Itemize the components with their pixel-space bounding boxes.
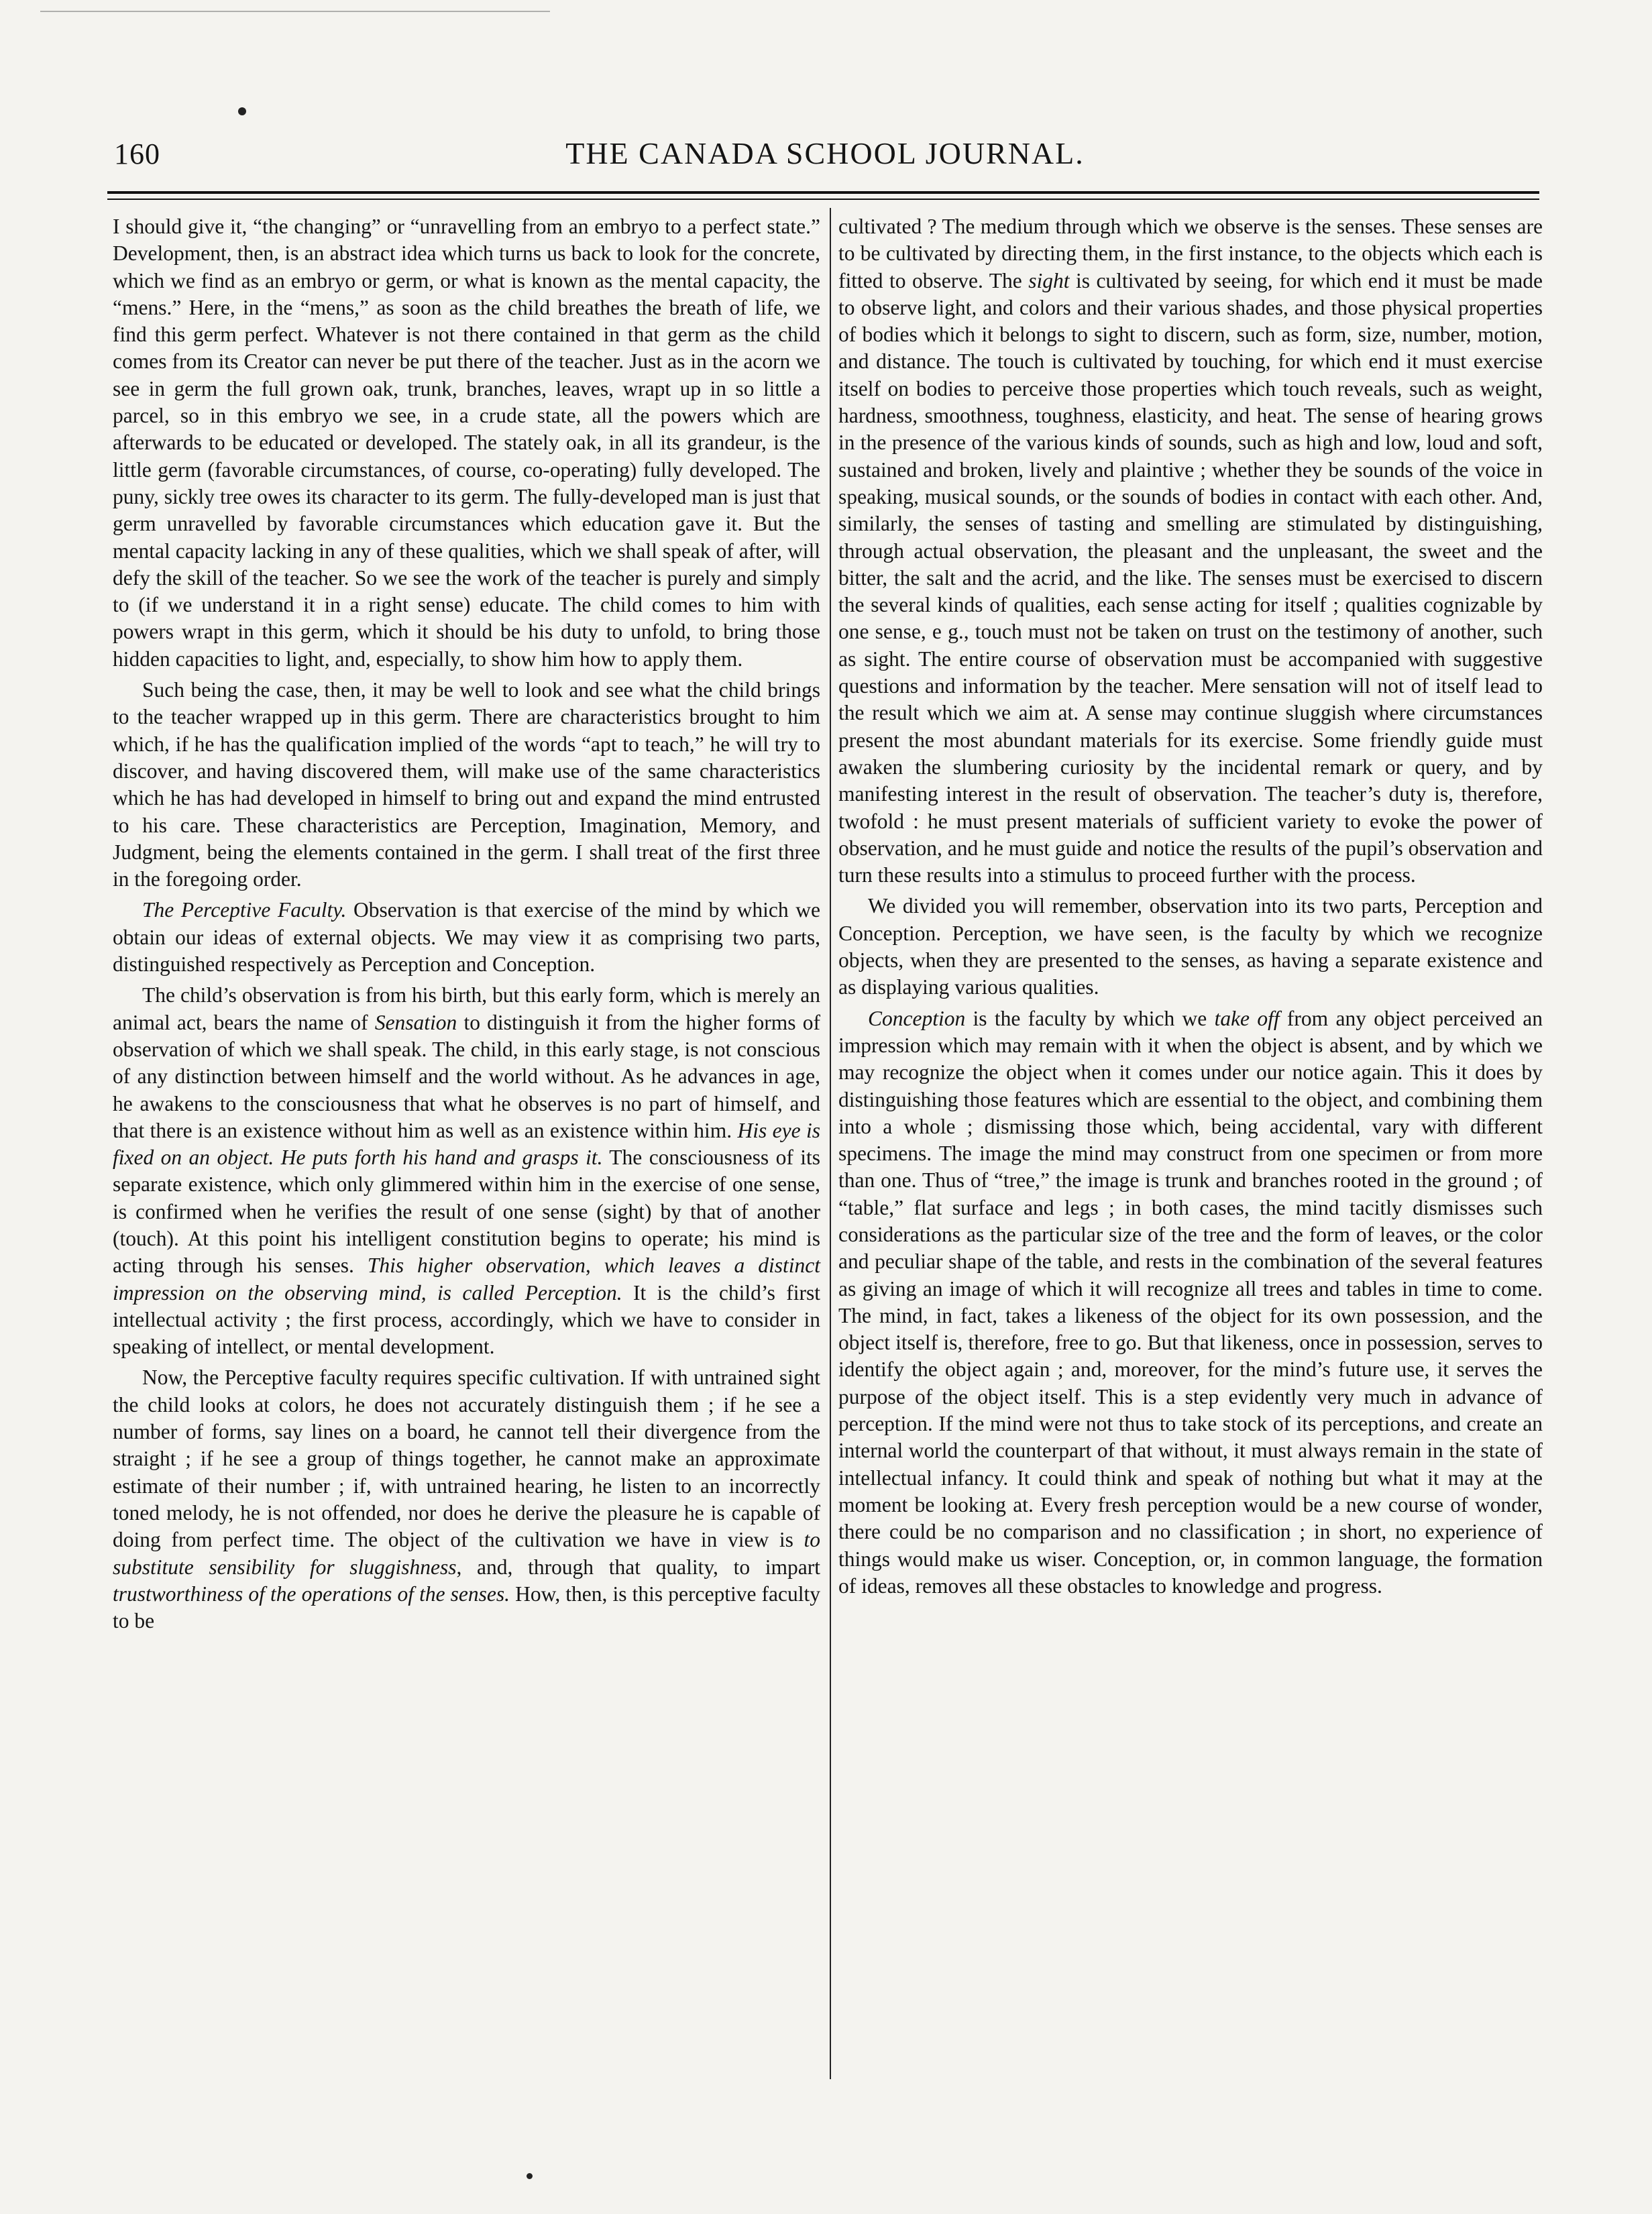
header-rule-thin [107,199,1539,200]
paragraph-text: The child’s observation is from his birth, but this early form, which is merely an animal act, bears the name of [113,983,820,1034]
paragraph-text: It is the child’s first intellectual activity ; the first process, accordingly, which we have to consider in speaking of intellect, or mental development. [113,1280,820,1359]
paragraph-text: Observation is that exercise of the mind by which we obtain our ideas of external objects. We may view it as comprising two parts, distinguished respectively as Perception and Conception. [113,898,820,977]
paragraph [838,1005,1543,1600]
journal-title: THE CANADA SCHOOL JOURNAL. [565,136,1085,170]
paragraph-text: is cultivated by seeing, for which end it must be made to observe light, and colors and their various shades, and those physical properties of bodies which it belongs to sight to discern, such as form, size, number, motion, and distance. The touch is cultivated by touching, for which end it must exercise itself on bodies to perceive those properties which touch reveals, such as weight, hardness, smoothness, toughness, elasticity, and heat. The sense of hearing grows in the presence of the various kinds of sounds, such as high and low, loud and soft, sustained and broken, lively and plaintive ; whether they be sounds of the voice in speaking, musical sounds, or the sounds of bodies in contact with each other. And, similarly, the senses of tasting and smelling are stimulated by distinguishing, through actual observation, the pleasant and the unpleasant, the sweet and the bitter, the salt and the acrid, and the like. The senses must be exercised to discern the several kinds of qualities, each sense acting for itself ; qualities cognizable by one sense, e g., touch must not be taken on trust on the testimony of another, such as sight. The entire course of observation must be accompanied with suggestive questions and information by the teacher. Mere sensation will not of itself lead to the result which we aim at. A sense may continue sluggish where circumstances present the most abundant materials for its exercise. Some friendly guide must awaken the slumbering curiosity by the incidental remark or query, and by manifesting interest in the result of observation. The teacher’s duty is, therefore, twofold : he must present materials of sufficient variety to evoke the power of observation, and he must guide and notice the results of the pupil’s observation and turn these results into a stimulus to proceed further with the process. [838,268,1543,887]
paragraph [113,897,820,978]
section-heading: The Perceptive Faculty. [142,898,347,922]
paragraph: Such being the case, then, it may be well to look and see what the child brings to the teacher wrapped up in this germ. There are characteristics brought to him which, if he has the qualification implied of the words “apt to teach,” he will try to discover, and having discovered them, will make use of the same characteristics which he has had developed in himself to bring out and expand the mind entrusted to his care. These characteristics are Perception, Imagination, Memory, and Judgment, being the elements contained in the germ. I shall treat of the first three in the foregoing order. [113,678,820,891]
paragraph: We divided you will remember, observation into its two parts, Perception and Conception. Perception, we have seen, is the faculty by which we recognize objects, when they are presented to the senses, as having a separate existence and as displaying various qualities. [838,894,1543,999]
italic-term: take off [1214,1006,1280,1030]
italic-text: to substitute sensibility for sluggishness [113,1528,820,1579]
italic-text: trustworthiness of the operations of the senses. [113,1582,510,1606]
right-column [838,213,1543,1604]
paragraph-text: How, then, is this perceptive faculty to be [113,1582,820,1633]
left-column [113,213,820,1639]
paragraph [113,982,820,1360]
paragraph-text: Now, the Perceptive faculty requires specific cultivation. If with untrained sight the child looks at colors, he does not accurately distinguish them ; if he see a number of forms, say lines on a board, he cannot tell their divergence from the straight ; if he see a group of things together, he cannot make an approximate estimate of their number ; if, with untrained hearing, he listen to an incorrectly toned melody, he is not offended, nor does he derive the pleasure he is capable of doing from perfect time. The object of the cultivation we have in view is [113,1366,820,1552]
italic-term: Conception [868,1006,966,1030]
italic-term: Sensation [374,1010,457,1034]
ink-speck [527,2173,533,2179]
paragraph-text: from any object perceived an impression which may remain with it when the object is absent, and by which we may recognize the object when it comes under our notice again. This it does by distinguishing those features which are essential to the object, and combining them into a whole ; dismissing those which, being accidental, vary with different specimens. The image the mind may construct from one specimen or from more than one. Thus of “tree,” the image is trunk and branches rooted in the ground ; of “table,” flat surface and legs ; in both cases, the mind tacitly dismisses such considerations as the particular size of the tree and the form of leaves, or the color and peculiar shape of the table, and rests in the combination of the several features as giving an image of which it will recognize all trees and tables in time to come. The mind, in fact, takes a likeness of the object for its own possession, and the object itself is, therefore, free to go. But that likeness, once in possession, serves to identify the object again ; and, moreover, for the mind’s future use, it serves the purpose of the object itself. This is a step evidently very much in advance of perception. If the mind were not thus to take stock of its perceptions, and create an internal world the counterpart of that without, it must always remain in the state of intellectual infancy. It could think and speak of nothing but what it may at the moment be looking at. Every fresh perception would be a new course of wonder, there could be no comparison and no classification ; in short, no experience of things would make us wiser. Conception, or, in common language, the formation of ideas, removes all these obstacles to knowledge and progress. [838,1006,1543,1598]
paragraph: I should give it, “the changing” or “unravelling from an embryo to a perfect state.” Development, then, is an abstract idea which turns us back to look for the concrete, which we find as an embryo or germ, or what is known as the mental capacity, the “mens.” Here, in the “mens,” as soon as the child breathes the breath of life, we find this germ perfect. Whatever is not there contained in that germ as the child comes from its Creator can never be put there of the teacher. Just as in the acorn we see in germ the full grown oak, trunk, branches, leaves, wrapt up in so little a parcel, so in this embryo we see, in a crude state, all the powers which are afterwards to be educated or developed. The stately oak, in all its grandeur, is the little germ (favorable circumstances, of course, co-operating) fully developed. The puny, sickly tree owes its character to its germ. The fully-developed man is just that germ unravelled by favorable circumstances which education gave it. But the mental capacity lacking in any of these qualities, which we shall speak of after, will defy the skill of the teacher. So we see the work of the teacher is purely and simply to (if we understand it in a right sense) educate. The child comes to him with powers wrapt in this germ, which it should be his duty to unfold, to bring those hidden capacities to light, and, especially, to show him how to apply them. [113,215,820,671]
italic-term: sight [1028,268,1070,292]
page-number: 160 [114,137,160,170]
header-rule-thick [107,191,1539,194]
paragraph-text: , and, through that quality, to impart [456,1555,820,1579]
paragraph [113,1364,820,1635]
italic-text: His eye is fixed on an object. He puts forth his hand and grasps it. [113,1118,820,1170]
paragraph [838,213,1543,889]
scan-artifact-line [40,11,550,17]
paragraph-text: The consciousness of its separate existence, which only glimmered within him in the exercise of one sense, is confirmed when he verifies the result of one sense (sight) by that of another (touch). At this point his intelligent constitution begins to operate; his mind is acting through his senses. [113,1146,820,1278]
column-divider [830,208,831,2079]
ink-speck [238,107,246,115]
page-header [114,134,1536,181]
paragraph-text: cultivated ? The medium through which we observe is the senses. These senses are to be cultivated by directing them, in the first instance, to the objects which each is fitted to observe. The [838,215,1543,292]
italic-text: This higher observation, which leaves a distinct impression on the observing mind, is called Perception. [113,1254,820,1305]
paragraph-text: to distinguish it from the higher forms of observation of which we shall speak. The child, in this early stage, is not conscious of any distinction between himself and the world without. As he advances in age, he awakens to the consciousness that what he observes is no part of himself, and that there is an existence without him as well as an existence within him. [113,1010,820,1142]
paragraph-text: is the faculty by which we [965,1006,1215,1030]
